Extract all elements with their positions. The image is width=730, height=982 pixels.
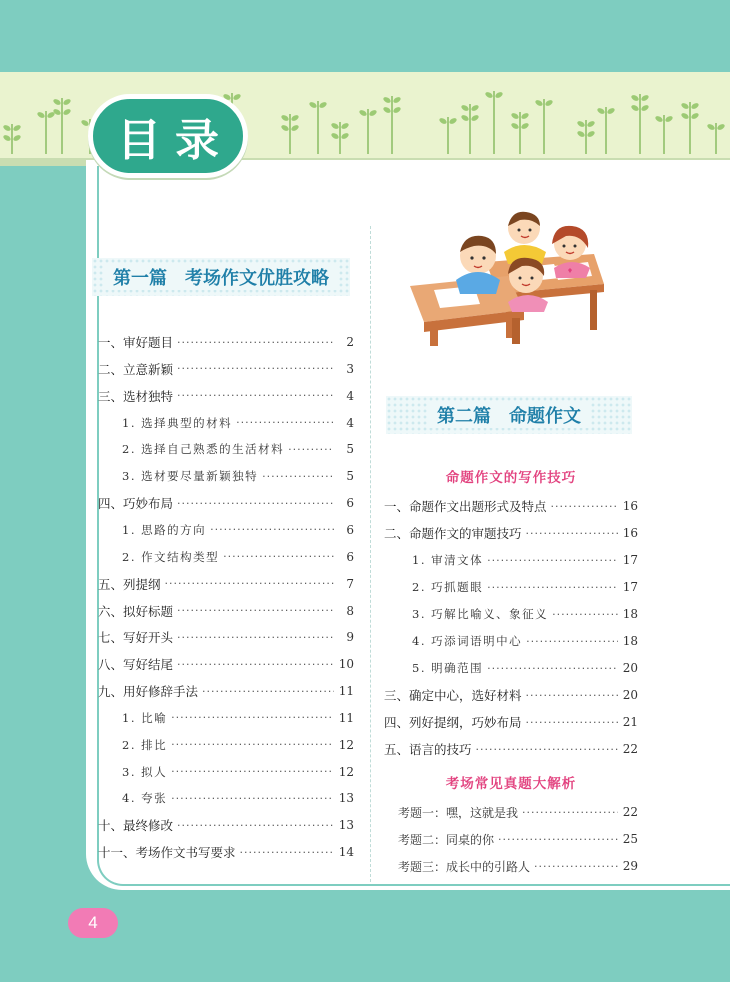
toc-entry-label: 七、写好开头 (98, 630, 174, 646)
toc-entry-page: 17 (622, 553, 638, 567)
toc-entry-page: 11 (338, 684, 354, 699)
toc-entry-label: 4. 夸张 (122, 791, 168, 806)
column-divider (370, 226, 371, 882)
toc-entry[interactable] (384, 523, 638, 543)
toc-entry-label: 5. 明确范围 (412, 661, 484, 675)
toc-entry-label: 六、拟好标题 (98, 603, 174, 619)
toc-entry[interactable] (398, 856, 638, 876)
toc-entry[interactable] (398, 829, 638, 849)
toc-entry-label: 八、写好结尾 (98, 657, 174, 673)
toc-entry-page: 5 (346, 469, 354, 484)
toc-entry-label: 二、立意新颖 (98, 361, 174, 377)
toc-subentry[interactable] (122, 413, 354, 433)
toc-entry-page: 12 (338, 737, 354, 752)
toc-entry-label: 三、选材独特 (98, 388, 174, 404)
toc-entry-label: 3. 巧解比喻义、象征义 (412, 607, 549, 621)
toc-entry-page: 4 (346, 415, 354, 430)
toc-entry[interactable] (98, 815, 354, 835)
toc-entry-label: 五、列提纲 (98, 576, 161, 592)
toc-subentry[interactable] (122, 466, 354, 486)
dot-leader (487, 662, 618, 675)
dot-leader (202, 685, 334, 698)
toc-subentry[interactable] (412, 631, 638, 651)
dot-leader (236, 416, 334, 429)
dot-leader (552, 608, 618, 621)
toc-entry-page: 2 (346, 335, 354, 349)
dot-leader (522, 806, 618, 819)
toc-entry[interactable] (98, 601, 354, 621)
dot-leader (177, 336, 334, 349)
dot-leader (487, 554, 618, 567)
dot-leader (177, 604, 334, 617)
dot-leader (171, 792, 334, 805)
dot-leader (551, 500, 618, 513)
toc-entry-page: 21 (622, 715, 638, 729)
section-title-part1 (92, 258, 350, 296)
section-title-part2 (386, 396, 632, 434)
dot-leader (526, 689, 618, 702)
toc-entry[interactable] (384, 739, 638, 759)
subheading-writing-skills: 命题作文的写作技巧 (445, 470, 577, 486)
toc-entry[interactable] (98, 386, 354, 406)
section-title-text: 第一篇 考场作文优胜攻略 (103, 264, 339, 290)
toc-entry-page: 18 (622, 634, 638, 648)
dot-leader (171, 711, 334, 724)
toc-entry-label: 1. 比喻 (122, 710, 168, 725)
toc-entry-page: 16 (622, 499, 638, 513)
toc-entry-label: 2. 作文结构类型 (122, 549, 220, 564)
toc-entry-page: 8 (346, 603, 354, 618)
toc-entry-page: 14 (338, 845, 354, 860)
toc-entry-label: 1. 思路的方向 (122, 522, 207, 537)
toc-entry-page: 6 (346, 549, 354, 564)
toc-entry-page: 18 (622, 607, 638, 621)
toc-entry-label: 二、命题作文的审题技巧 (384, 526, 522, 541)
toc-entry-page: 3 (346, 361, 354, 376)
toc-subentry[interactable] (412, 577, 638, 597)
toc-entry-page: 6 (346, 522, 354, 537)
toc-entry-label: 2. 排比 (122, 737, 168, 752)
toc-entry-label: 一、审好题目 (98, 335, 174, 350)
toc-entry[interactable] (98, 493, 354, 513)
toc-subentry[interactable] (122, 520, 354, 540)
subheading-exam-analysis: 考场常见真题大解析 (445, 776, 577, 792)
top-band (0, 0, 730, 72)
toc-entry-label: 1. 审清文体 (412, 553, 484, 567)
dot-leader (262, 470, 334, 483)
toc-entry-page: 10 (338, 657, 354, 672)
dot-leader (534, 860, 618, 873)
toc-entry[interactable] (98, 654, 354, 674)
toc-entry-page: 16 (622, 526, 638, 540)
toc-subentry[interactable] (122, 788, 354, 808)
toc-entry-page: 13 (338, 791, 354, 806)
toc-subentry[interactable] (122, 547, 354, 567)
toc-entry-page: 13 (338, 818, 354, 833)
dot-leader (526, 716, 618, 729)
toc-entry-page: 29 (622, 859, 638, 873)
toc-entry-page: 12 (338, 764, 354, 779)
toc-entry[interactable] (98, 681, 354, 701)
toc-entry[interactable] (98, 842, 354, 862)
toc-entry-label: 九、用好修辞手法 (98, 684, 199, 700)
toc-entry-page: 22 (622, 805, 638, 819)
toc-entry-label: 四、列好提纲，巧妙布局 (384, 715, 522, 730)
toc-subentry[interactable] (412, 658, 638, 678)
toc-entry-label: 考题三：成长中的引路人 (398, 859, 531, 874)
toc-entry-page: 6 (346, 496, 354, 511)
toc-entry[interactable] (384, 712, 638, 732)
dot-leader (526, 527, 618, 540)
dot-leader (498, 833, 618, 846)
toc-entry-page: 17 (622, 580, 638, 594)
toc-entry[interactable] (384, 496, 638, 516)
toc-entry-page: 25 (622, 832, 638, 846)
toc-entry-label: 3. 选材要尽量新颖独特 (122, 469, 259, 484)
toc-entry-label: 1. 选择典型的材料 (122, 415, 233, 430)
toc-entry-page: 5 (346, 442, 354, 457)
dot-leader (177, 362, 334, 375)
dot-leader (240, 846, 334, 859)
toc-entry-page: 20 (622, 688, 638, 702)
toc-entry-label: 一、命题作文出题形式及特点 (384, 499, 547, 514)
dot-leader (476, 743, 618, 756)
dot-leader (177, 497, 334, 510)
students-illustration (404, 206, 608, 348)
toc-entry-page: 20 (622, 661, 638, 675)
toc-entry[interactable] (98, 359, 354, 379)
toc-entry-label: 三、确定中心，选好材料 (384, 688, 522, 703)
toc-entry[interactable] (98, 332, 354, 352)
dot-leader (177, 658, 334, 671)
toc-subentry[interactable] (412, 604, 638, 624)
toc-entry-label: 十、最终修改 (98, 818, 174, 834)
toc-subentry[interactable] (122, 708, 354, 728)
toc-entry[interactable] (98, 627, 354, 647)
dot-leader (177, 819, 334, 832)
toc-entry-label: 考题二：同桌的你 (398, 832, 495, 847)
toc-subentry[interactable] (122, 762, 354, 782)
toc-entry-label: 十一、考场作文书写要求 (98, 845, 236, 861)
toc-entry-label: 考题一：嘿，这就是我 (398, 805, 519, 820)
toc-subentry[interactable] (412, 550, 638, 570)
toc-entry-label: 2. 选择自己熟悉的生活材料 (122, 442, 285, 457)
toc-entry[interactable] (98, 574, 354, 594)
dot-leader (288, 443, 334, 456)
toc-entry[interactable] (398, 802, 638, 822)
dot-leader (165, 577, 334, 590)
toc-entry-label: 四、巧妙布局 (98, 496, 174, 512)
page-number-badge: 4 (68, 908, 118, 938)
dot-leader (487, 581, 618, 594)
toc-entry-page: 9 (346, 630, 354, 645)
toc-entry-label: 3. 拟人 (122, 764, 168, 779)
dot-leader (210, 523, 334, 536)
section-title-text: 第二篇 命题作文 (427, 402, 591, 428)
toc-entry-page: 22 (622, 742, 638, 756)
toc-subentry[interactable] (122, 735, 354, 755)
page-title: 目录 (117, 115, 233, 166)
dot-leader (177, 631, 334, 644)
toc-entry[interactable] (384, 685, 638, 705)
toc-entry-label: 五、语言的技巧 (384, 742, 472, 757)
toc-entry-label: 2. 巧抓题眼 (412, 580, 484, 594)
dot-leader (526, 635, 618, 648)
toc-entry-page: 11 (338, 710, 354, 725)
dot-leader (171, 765, 334, 778)
dot-leader (223, 550, 334, 563)
toc-entry-page: 4 (346, 388, 354, 403)
dot-leader (171, 738, 334, 751)
toc-subentry[interactable] (122, 439, 354, 459)
title-badge (88, 94, 248, 178)
dot-leader (177, 389, 334, 402)
toc-entry-page: 7 (346, 576, 354, 591)
toc-entry-label: 4. 巧添词语明中心 (412, 634, 523, 648)
